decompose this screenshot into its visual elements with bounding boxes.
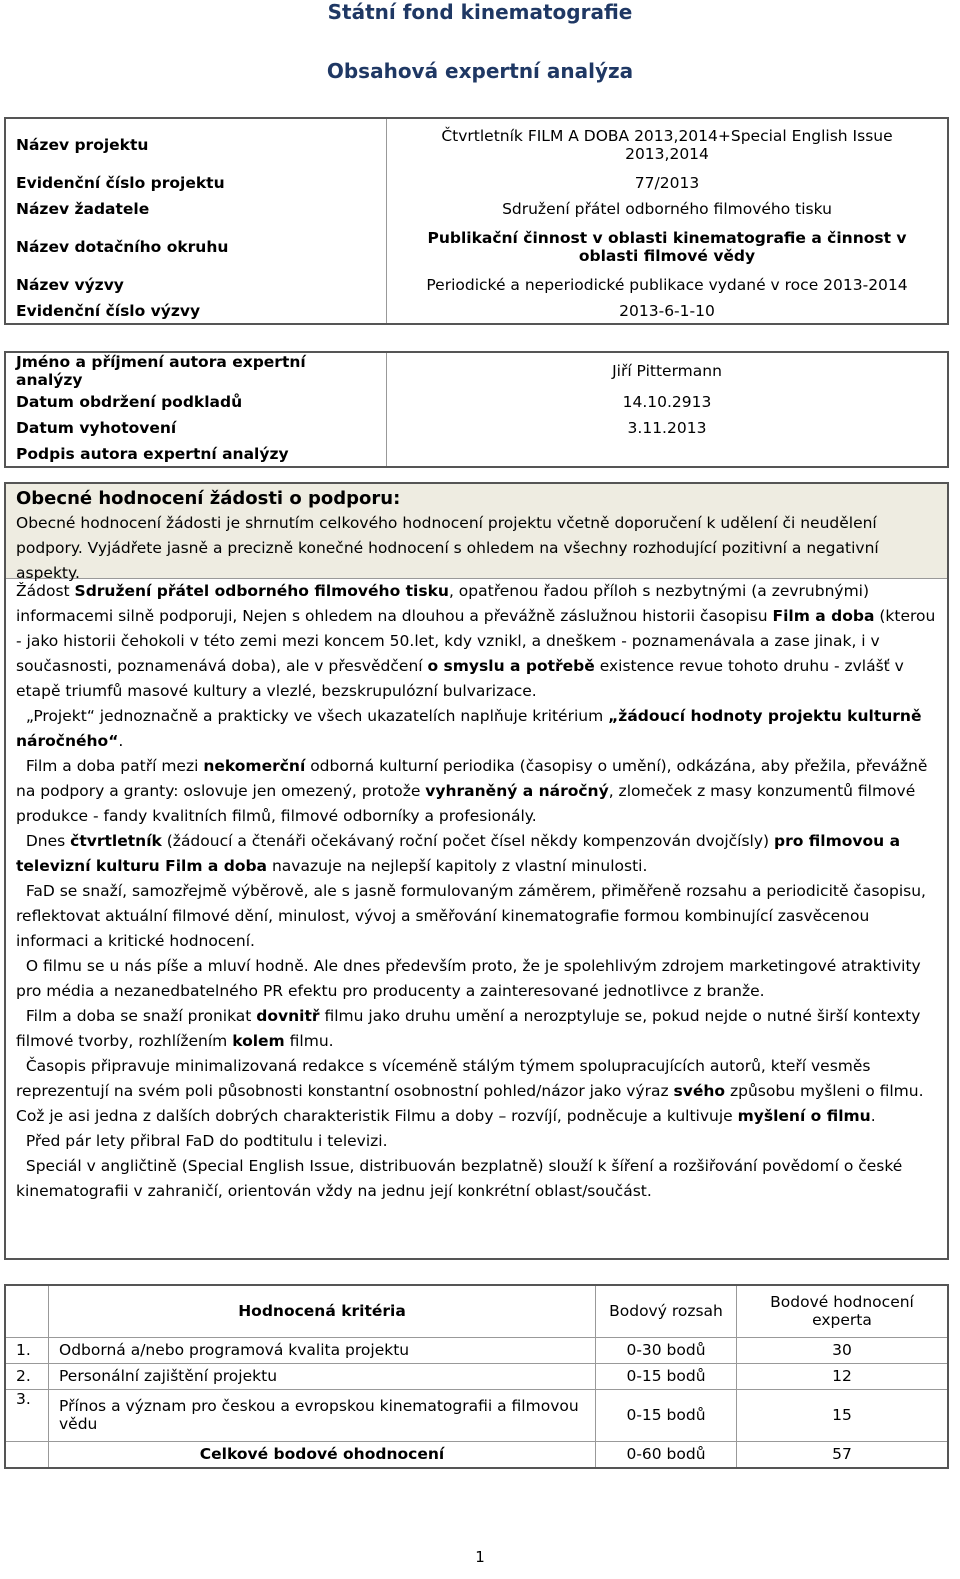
label-received-date: Datum obdržení podkladů bbox=[16, 393, 243, 411]
paragraph: Dnes čtvrtletník (žádoucí a čtenáři očekávaný roční počet čísel někdy kompenzován dvojčísly) pro filmovou a televizní kulturu Film a doba navazuje na nejlepší kapitoly z vlastní minulosti. bbox=[16, 832, 901, 875]
table-row bbox=[5, 441, 948, 467]
label-applicant: Název žadatele bbox=[16, 200, 150, 218]
paragraph: „Projekt“ jednoznačně a prakticky ve všech ukazatelích naplňuje kritérium „žádoucí hodnoty projektu kulturně náročného“. bbox=[16, 707, 922, 750]
total-score: 57 bbox=[737, 1441, 949, 1468]
table-row bbox=[5, 1389, 948, 1441]
paragraph: Film a doba patří mezi nekomerční odborná kulturní periodika (časopisy o umění), odkázána, aby přežila, převážně na podpory a granty: oslovuje jen omezený, protože vyhraněný a náročný, zlomeček z masy konzumentů filmové produkce - fandy kvalitních filmů, filmové odborníky a profesionály. bbox=[16, 757, 928, 825]
paragraph: FaD se snaží, samozřejmě výběrově, ale s jasně formulovaným záměrem, přiměřeně rozsahu a periodicitě časopisu, reflektovat aktuální filmové dění, minulost, vývoj a směřování kinematografie formou kombinující zasvěcenou informaci a kritické hodnocení. bbox=[16, 882, 926, 950]
value-received-date: 14.10.2913 bbox=[387, 389, 949, 415]
row-number: 3. bbox=[5, 1389, 49, 1441]
criterion-name: Přínos a význam pro českou a evropskou kinematografii a filmovou vědu bbox=[49, 1389, 596, 1441]
row-number: 2. bbox=[5, 1363, 49, 1389]
criterion-score: 30 bbox=[737, 1337, 949, 1363]
header-criteria: Hodnocená kritéria bbox=[49, 1285, 596, 1337]
table-row bbox=[5, 1337, 948, 1363]
label-signature: Podpis autora expertní analýzy bbox=[16, 444, 289, 463]
criterion-name: Personální zajištění projektu bbox=[49, 1363, 596, 1389]
label-author-name: Jméno a příjmení autora expertní analýzy bbox=[16, 353, 306, 389]
table-header-row bbox=[5, 1285, 948, 1337]
label-project-name: Název projektu bbox=[16, 135, 149, 154]
criterion-range: 0-30 bodů bbox=[596, 1337, 737, 1363]
criterion-range: 0-15 bodů bbox=[596, 1389, 737, 1441]
paragraph: O filmu se u nás píše a mluví hodně. Ale dnes především proto, že je spolehlivým zdrojem marketingové atraktivity pro média a nezanedbatelného PR efektu pro producenty a zainteresované jednotlivce z branže. bbox=[16, 957, 921, 1000]
table-row bbox=[5, 352, 948, 389]
table-row bbox=[5, 118, 948, 170]
value-project-number: 77/2013 bbox=[387, 170, 949, 196]
total-label: Celkové bodové ohodnocení bbox=[49, 1441, 596, 1468]
criterion-name: Odborná a/nebo programová kvalita projektu bbox=[49, 1337, 596, 1363]
label-call-name: Název výzvy bbox=[16, 276, 124, 294]
table-row bbox=[5, 1363, 948, 1389]
paragraph: Film a doba se snaží pronikat dovnitř filmu jako druhu umění a nerozptyluje se, pokud nejde o nutné širší kontexty filmové tvorby, rozhlížením kolem filmu. bbox=[16, 1007, 921, 1050]
doc-title: Obsahová expertní analýza bbox=[326, 59, 634, 83]
table-row bbox=[5, 415, 948, 441]
header-range: Bodový rozsah bbox=[596, 1285, 737, 1337]
value-call-number: 2013-6-1-10 bbox=[387, 298, 949, 324]
paragraph: Žádost Sdružení přátel odborného filmového tisku, opatřenou řadou příloh s nezbytnými (a zevrubnými) informacemi silně podporuji, Nejen s ohledem na dlouhou a převážně záslužnou historii časopisu Film a doba (kterou - jako historii čehokoli v této zemi mezi koncem 50.let, kdy vznikl, a dneškem - poznamenávala a zase jinak, i v současnosti, poznamenává doba), ale v přesvědčení o smyslu a potřebě existence revue tohoto druhu - zvlášť v etapě triumfů masové kultury a vlezlé, bezskrupulózní bulvarizace. bbox=[16, 582, 936, 700]
evaluation-header bbox=[6, 484, 947, 582]
evaluation-instructions: Obecné hodnocení žádosti je shrnutím celkového hodnocení projektu včetně doporučení k udělení či neudělení podpory. Vyjádřete jasně a precizně konečné hodnocení s ohledem na všechny rozhodující pozitivní a negativní aspekty. bbox=[16, 514, 879, 582]
table-row bbox=[5, 298, 948, 324]
table-row bbox=[5, 272, 948, 298]
criterion-score: 12 bbox=[737, 1363, 949, 1389]
label-project-number: Evidenční číslo projektu bbox=[16, 174, 225, 192]
table-row bbox=[5, 170, 948, 196]
value-signature bbox=[387, 441, 949, 467]
page-number: 1 bbox=[475, 1548, 485, 1566]
value-completed-date: 3.11.2013 bbox=[387, 415, 949, 441]
criteria-table bbox=[4, 1284, 949, 1469]
value-applicant: Sdružení přátel odborného filmového tisku bbox=[387, 196, 949, 222]
value-grant-area: Publikační činnost v oblasti kinematografie a činnost v oblasti filmové vědy bbox=[387, 222, 949, 272]
author-table bbox=[4, 351, 949, 468]
total-row bbox=[5, 1441, 948, 1468]
evaluation-heading: Obecné hodnocení žádosti o podporu: bbox=[16, 488, 401, 509]
criterion-score: 15 bbox=[737, 1389, 949, 1441]
paragraph: Časopis připravuje minimalizovaná redakce s víceméně stálým týmem spolupracujících autorů, kteří vesměs reprezentují na svém poli působnosti konstantní osobnostní pohled/názor jako výraz svého způsobu myšleni o filmu. Což je asi jedna z dalších dobrých charakteristik Filmu a doby – rozvíjí, podněcuje a kultivuje myšlení o filmu. bbox=[16, 1057, 924, 1125]
value-call-name: Periodické a neperiodické publikace vydané v roce 2013-2014 bbox=[387, 272, 949, 298]
table-row bbox=[5, 389, 948, 415]
table-row bbox=[5, 222, 948, 272]
paragraph: Speciál v angličtině (Special English Issue, distribuován bezplatně) slouží k šíření a rozšiřování povědomí o české kinematografii v zahraničí, orientován vždy na jednu její konkrétní oblast/součást. bbox=[16, 1157, 903, 1200]
total-range: 0-60 bodů bbox=[596, 1441, 737, 1468]
label-grant-area: Název dotačního okruhu bbox=[16, 238, 229, 256]
label-completed-date: Datum vyhotovení bbox=[16, 419, 177, 437]
header-score: Bodové hodnocení experta bbox=[737, 1285, 949, 1337]
project-table bbox=[4, 117, 949, 325]
evaluation-text bbox=[6, 579, 947, 1204]
row-number: 1. bbox=[5, 1337, 49, 1363]
criterion-range: 0-15 bodů bbox=[596, 1363, 737, 1389]
paragraph: Před pár lety přibral FaD do podtitulu i televizi. bbox=[25, 1132, 388, 1150]
value-project-name: Čtvrtletník FILM A DOBA 2013,2014+Special English Issue 2013,2014 bbox=[387, 118, 949, 170]
label-call-number: Evidenční číslo výzvy bbox=[16, 301, 201, 320]
evaluation-section bbox=[4, 482, 949, 1260]
value-author-name: Jiří Pittermann bbox=[387, 352, 949, 389]
table-row bbox=[5, 196, 948, 222]
org-title: Státní fond kinematografie bbox=[327, 0, 633, 24]
